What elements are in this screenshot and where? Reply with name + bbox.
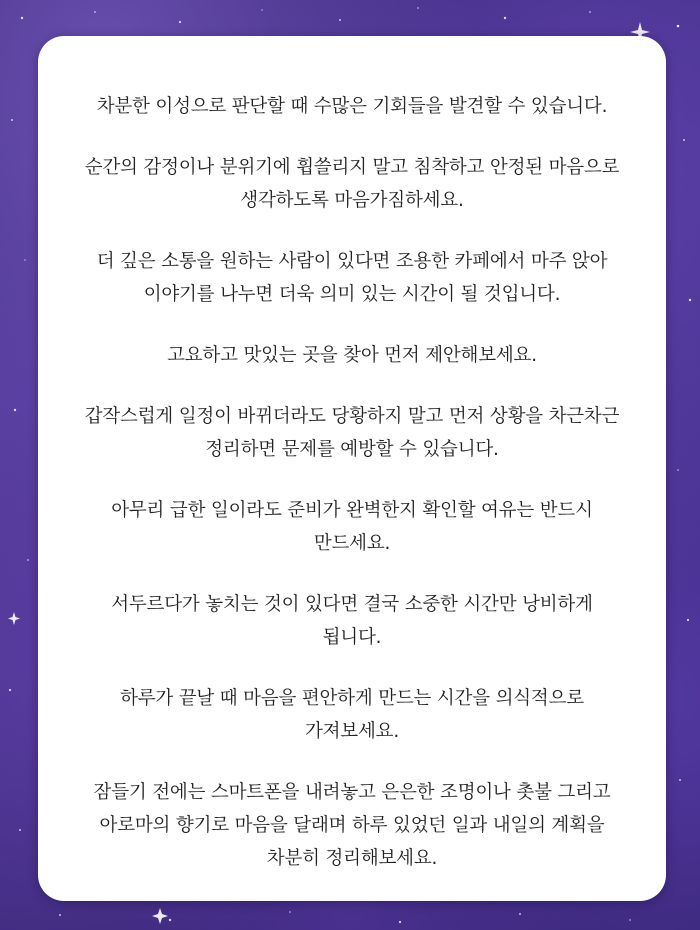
advice-line: 생각하도록 마음가짐하세요.	[240, 190, 464, 211]
advice-line: 만드세요.	[313, 533, 391, 554]
advice-line: 아무리 급한 일이라도 준비가 완벽한지 확인할 여유는 반드시	[111, 500, 593, 521]
advice-line: 하루가 끝날 때 마음을 편안하게 만드는 시간을 의식적으로	[120, 688, 584, 709]
advice-paragraph	[38, 151, 666, 217]
advice-line: 서두르다가 놓치는 것이 있다면 결국 소중한 시간만 낭비하게	[111, 594, 593, 615]
advice-line: 차분한 이성으로 판단할 때 수많은 기회들을 발견할 수 있습니다.	[96, 96, 608, 117]
advice-line: 이야기를 나누면 더욱 의미 있는 시간이 될 것입니다.	[143, 284, 561, 305]
advice-line: 됩니다.	[322, 627, 382, 648]
message-card	[38, 36, 666, 901]
advice-line: 가져보세요.	[304, 721, 400, 742]
advice-line: 고요하고 맛있는 곳을 찾아 먼저 제안해보세요.	[167, 345, 537, 366]
advice-line: 차분히 정리해보세요.	[266, 848, 438, 869]
advice-line: 정리하면 문제를 예방할 수 있습니다.	[205, 439, 499, 460]
advice-paragraph	[38, 90, 666, 123]
advice-line: 아로마의 향기로 마음을 달래며 하루 있었던 일과 내일의 계획을	[99, 815, 605, 836]
advice-paragraph	[38, 339, 666, 372]
advice-line: 더 깊은 소통을 원하는 사람이 있다면 조용한 카페에서 마주 앉아	[96, 251, 608, 272]
advice-paragraph	[38, 494, 666, 560]
advice-line: 순간의 감정이나 분위기에 휩쓸리지 말고 침착하고 안정된 마음으로	[84, 157, 620, 178]
advice-paragraph	[38, 588, 666, 654]
advice-paragraph	[38, 400, 666, 466]
advice-line: 잠들기 전에는 스마트폰을 내려놓고 은은한 조명이나 촛불 그리고	[93, 782, 611, 803]
advice-paragraph	[38, 776, 666, 875]
advice-paragraph	[38, 245, 666, 311]
advice-line: 갑작스럽게 일정이 바뀌더라도 당황하지 말고 먼저 상황을 차근차근	[84, 406, 620, 427]
message-content	[38, 90, 666, 903]
advice-paragraph	[38, 682, 666, 748]
